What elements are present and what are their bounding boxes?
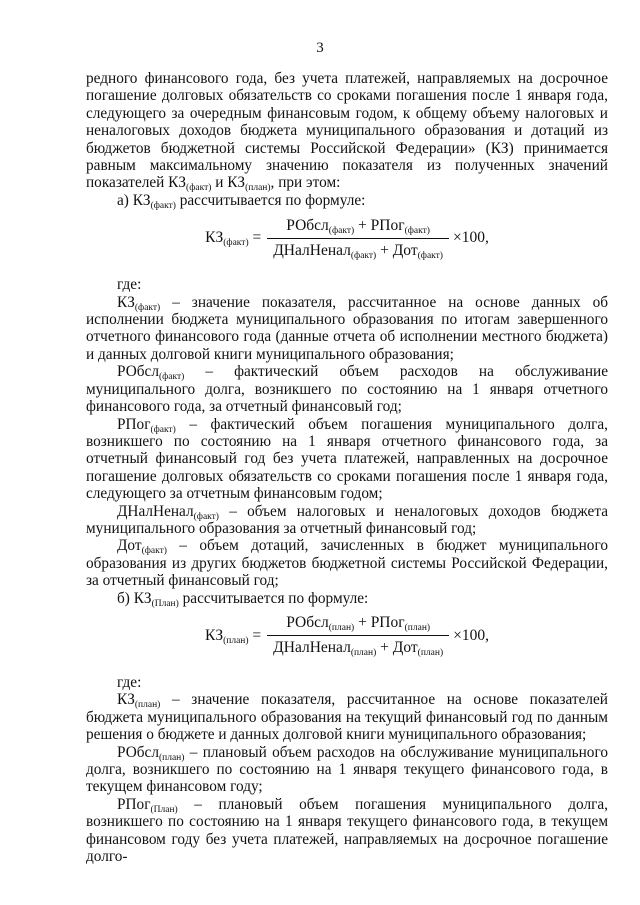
where-label: где: xyxy=(117,673,142,691)
formula-denominator: ДНалНенал$_{(факт)}$ + Дот$_{(факт)}$ xyxy=(267,238,449,261)
formula-multiplier: ×100, xyxy=(452,229,489,247)
formula-multiplier: ×100, xyxy=(453,626,489,644)
formula-lhs: $КЗ_{(план)}$ = xyxy=(204,626,262,646)
formula-numerator: РОбсл$_{(план)}$ + РПог$_{(план)}$ xyxy=(286,614,431,634)
section-b-intro: б) $КЗ_{(План)}$ рассчитывается по формуле: xyxy=(117,589,369,609)
formula-plan xyxy=(86,607,608,665)
definition-rpog-plan: РПог$_{(План)}$ – плановый объем погашения муниципального долга, возникшего по состоянию на 1 января текущего финансового года, в текущем финансовом году без учета платежей, направляемых на досрочное погашение долго- xyxy=(86,795,608,866)
formula-denominator: ДНалНенал$_{(план)}$ + Дот$_{(план)}$ xyxy=(267,635,449,658)
document-body xyxy=(86,70,608,865)
where-label: где: xyxy=(117,276,142,294)
formula-numerator: РОбсл$_{(факт)}$ + РПог$_{(факт)}$ xyxy=(286,216,430,236)
definition-robsl-plan: РОбсл$_{(план)}$ – плановый объем расходов на обслуживание муниципального долга, возникшего по состоянию на 1 января текущего финансового года, в текущем финансовом году; xyxy=(86,743,608,796)
definition-dnalnenal-fact: ДНалНенал$_{(факт)}$ – объем налоговых и неналоговых доходов бюджета муниципального образования за отчетный финансовый год; xyxy=(86,502,608,537)
formula-fraction xyxy=(267,613,449,658)
formula-fraction xyxy=(267,216,449,261)
definition-rpog-fact: РПог$_{(факт)}$ – фактический объем погашения муниципального долга, возникшего по состоянию на 1 января отчетного финансового года, за отчетный финансовый год без учета платежей, направленных на досрочное погашение долговых обязательств со сроками погашения после 1 января года, следующего за отчетным финансовым годом; xyxy=(86,415,608,503)
definition-kz-plan: $КЗ_{(план)}$ – значение показателя, рассчитанное на основе показателей бюджета муниципального образования на текущий финансовый год по данным решения о бюджете и данных долговой книги муниципального образования; xyxy=(86,691,608,744)
definition-robsl-fact: РОбсл$_{(факт)}$ – фактический объем расходов на обслуживание муниципального долга, возникшего по состоянию на 1 января отчетного финансового года, за отчетный финансовый год; xyxy=(86,363,608,416)
definition-kz-fact: $КЗ_{(факт)}$ – значение показателя, рассчитанное на основе данных об исполнении бюджета муниципального образования по итогам завершенного отчетного финансового года (данные отчета об исполнении местного бюджета) и данных долговой книги муниципального образования; xyxy=(86,293,608,363)
formula-lhs: $КЗ_{(факт)}$ = xyxy=(205,229,262,249)
page-number: 3 xyxy=(316,40,324,56)
intro-paragraph: редного финансового года, без учета платежей, направляемых на досрочное погашение долговых обязательств со сроками погашения после 1 января года, следующего за очередным финансовым годом, к общему объему налоговых и неналоговых доходов бюджета муниципального образования и дотаций из бюджетов бюджетной системы Российской Федерации» (КЗ) принимается равным максимальному значению показателя из полученных значений показателей $КЗ_{(факт)}$ и $КЗ_{(план)}$, при этом: xyxy=(86,70,608,194)
definition-dot-fact: Дот$_{(факт)}$ – объем дотаций, зачисленных в бюджет муниципального образования из других бюджетов бюджетной системы Российской Федерации, за отчетный финансовый год; xyxy=(86,537,608,590)
section-a-intro: а) $КЗ_{(факт)}$ рассчитывается по формуле: xyxy=(117,191,366,211)
formula-fact xyxy=(86,209,608,267)
